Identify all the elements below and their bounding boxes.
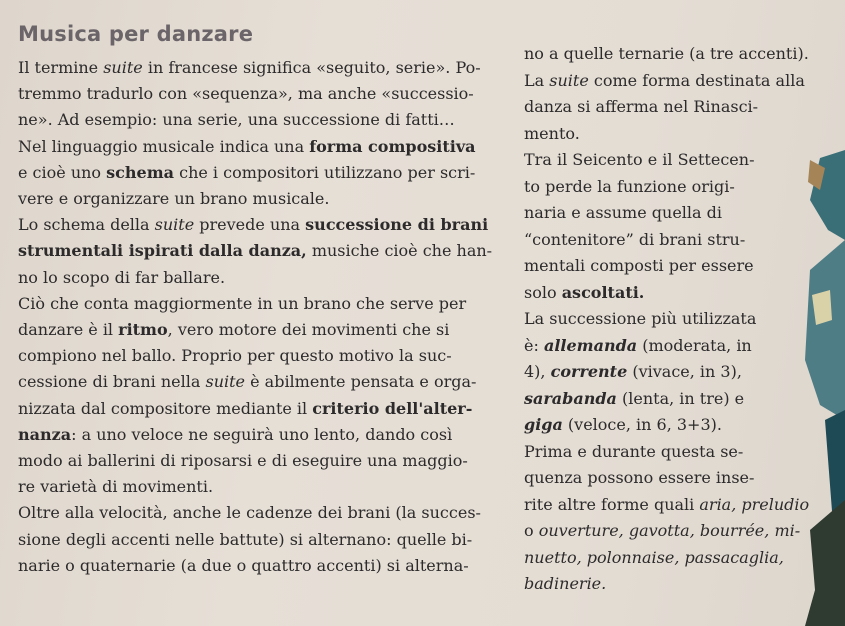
text-line <box>18 294 466 314</box>
text-segment: Oltre alla velocità, anche le cadenze dei brani (la succes- <box>18 503 481 523</box>
text-line <box>524 203 722 223</box>
text-line <box>18 477 213 497</box>
text-segment: compiono nel ballo. Proprio per questo motivo la suc- <box>18 346 452 366</box>
bold-text: forma compositiva <box>309 136 476 156</box>
text-line <box>18 241 492 261</box>
text-line <box>18 215 488 235</box>
italic-text: suite <box>154 215 195 235</box>
text-line <box>18 346 452 366</box>
italic-text: suite <box>103 58 143 77</box>
text-line <box>18 163 475 183</box>
text-line <box>524 389 744 409</box>
text-line <box>524 256 754 276</box>
text-segment: narie o quaternarie (a due o quattro accenti) si alterna- <box>18 555 469 575</box>
text-segment: no lo scopo di far ballare. <box>18 267 226 287</box>
text-line <box>18 530 472 550</box>
text-segment: danzare è il <box>18 320 119 339</box>
text-line <box>18 189 329 209</box>
text-segment: quenza possono essere inse- <box>524 468 755 487</box>
text-segment: Ciò che conta maggiormente in un brano che serve per <box>18 293 467 313</box>
text-segment: re varietà di movimenti. <box>18 477 214 497</box>
text-line <box>18 451 468 471</box>
bold-text: schema <box>106 162 175 182</box>
text-line <box>524 548 784 568</box>
text-segment: e cioè uno <box>18 162 107 182</box>
text-segment: danza si afferma nel Rinasci- <box>524 97 759 116</box>
bold-text: corrente <box>550 362 628 381</box>
text-segment: vere e organizzare un brano musicale. <box>18 189 330 208</box>
text-segment: è abilmente pensata e orga- <box>245 372 477 392</box>
text-segment: Prima e durante questa se- <box>524 441 744 461</box>
text-line <box>18 137 475 157</box>
text-line <box>524 468 754 488</box>
text-line <box>524 283 644 303</box>
bold-text: criterio dell'alter- <box>312 398 473 418</box>
bold-text: ritmo <box>118 320 168 339</box>
bold-text: ascoltati. <box>561 282 645 302</box>
page-title: Musica per danzare <box>18 22 254 46</box>
bold-text: successione di brani <box>305 215 489 235</box>
text-segment: tremmo tradurlo con «sequenza», ma anche «successio- <box>18 84 474 104</box>
text-segment: rite altre forme quali <box>524 494 700 514</box>
text-segment: nizzata dal compositore mediante il <box>18 398 313 418</box>
text-line <box>18 372 476 392</box>
text-segment: La <box>524 70 550 90</box>
text-segment: 4), <box>524 362 551 381</box>
bold-text: allemanda <box>543 335 638 355</box>
text-line <box>18 503 481 523</box>
text-segment: o <box>524 521 539 540</box>
text-segment: , vero motore dei movimenti che si <box>167 320 450 339</box>
text-segment: come forma destinata alla <box>588 70 805 90</box>
dancer-illustration <box>750 120 845 626</box>
text-segment: Il termine <box>18 58 104 77</box>
text-segment: Nel linguaggio musicale indica una <box>18 136 310 156</box>
text-line <box>18 320 449 340</box>
text-line <box>524 415 722 435</box>
text-line <box>524 71 805 91</box>
text-segment: (lenta, in tre) e <box>616 388 745 408</box>
text-segment: mento. <box>524 123 580 143</box>
text-segment: no a quelle ternarie (a tre accenti). <box>524 44 809 63</box>
text-line <box>18 425 452 445</box>
text-segment: “contenitore” di brani stru- <box>524 229 746 249</box>
text-line <box>18 84 474 104</box>
text-line <box>524 97 758 117</box>
text-segment: in francese significa «seguito, serie». Po- <box>142 58 481 77</box>
italic-text: badinerie. <box>524 574 607 593</box>
text-line <box>524 230 745 250</box>
text-line <box>524 177 735 197</box>
italic-text: ouverture, gavotta, bourrée, mi- <box>538 521 801 540</box>
text-segment: cessione di brani nella <box>18 372 206 392</box>
italic-text: aria, preludio <box>699 494 810 514</box>
text-segment: è: <box>524 335 544 355</box>
illustration-boot <box>805 500 845 626</box>
text-line <box>18 556 469 576</box>
text-line <box>524 44 809 64</box>
text-line <box>18 399 472 419</box>
text-segment: prevede una <box>194 215 306 235</box>
bold-text: strumentali ispirati dalla danza, <box>18 241 307 261</box>
text-line <box>18 110 455 130</box>
text-segment: to perde la funzione origi- <box>524 176 735 196</box>
text-segment: modo ai ballerini di riposarsi e di eseguire una maggio- <box>18 451 468 470</box>
bold-text: sarabanda <box>524 388 617 408</box>
italic-text: nuetto, polonnaise, passacaglia, <box>524 547 784 567</box>
text-line <box>524 150 754 170</box>
text-line <box>18 58 481 78</box>
text-line <box>524 309 756 329</box>
text-segment: sione degli accenti nelle battute) si alternano: quelle bi- <box>18 529 473 549</box>
italic-text: suite <box>205 372 246 392</box>
text-segment: mentali composti per essere <box>524 256 754 275</box>
text-segment: che i compositori utilizzano per scri- <box>174 162 476 182</box>
text-segment: solo <box>524 282 562 302</box>
text-line <box>18 268 225 288</box>
text-segment: Tra il Seicento e il Settecen- <box>524 150 755 169</box>
bold-text: nanza <box>18 424 72 444</box>
text-line <box>524 124 580 144</box>
text-line <box>524 574 606 594</box>
text-line <box>524 362 742 382</box>
illustration-sleeve <box>805 240 845 420</box>
text-segment: (veloce, in 6, 3+3). <box>562 415 722 434</box>
text-segment: ne». Ad esempio: una serie, una successione di fatti… <box>18 110 455 130</box>
text-segment: : a uno veloce ne seguirà uno lento, dando così <box>71 424 453 444</box>
text-line <box>524 336 752 356</box>
italic-text: suite <box>549 70 589 90</box>
text-segment: (moderata, in <box>637 335 752 355</box>
text-line <box>524 442 743 462</box>
text-segment: naria e assume quella di <box>524 203 723 222</box>
bold-text: giga <box>524 415 563 434</box>
text-segment: musiche cioè che han- <box>306 241 493 261</box>
text-segment: Lo schema della <box>18 215 155 235</box>
text-segment: La successione più utilizzata <box>524 309 757 328</box>
text-segment: (vivace, in 3), <box>627 362 742 381</box>
